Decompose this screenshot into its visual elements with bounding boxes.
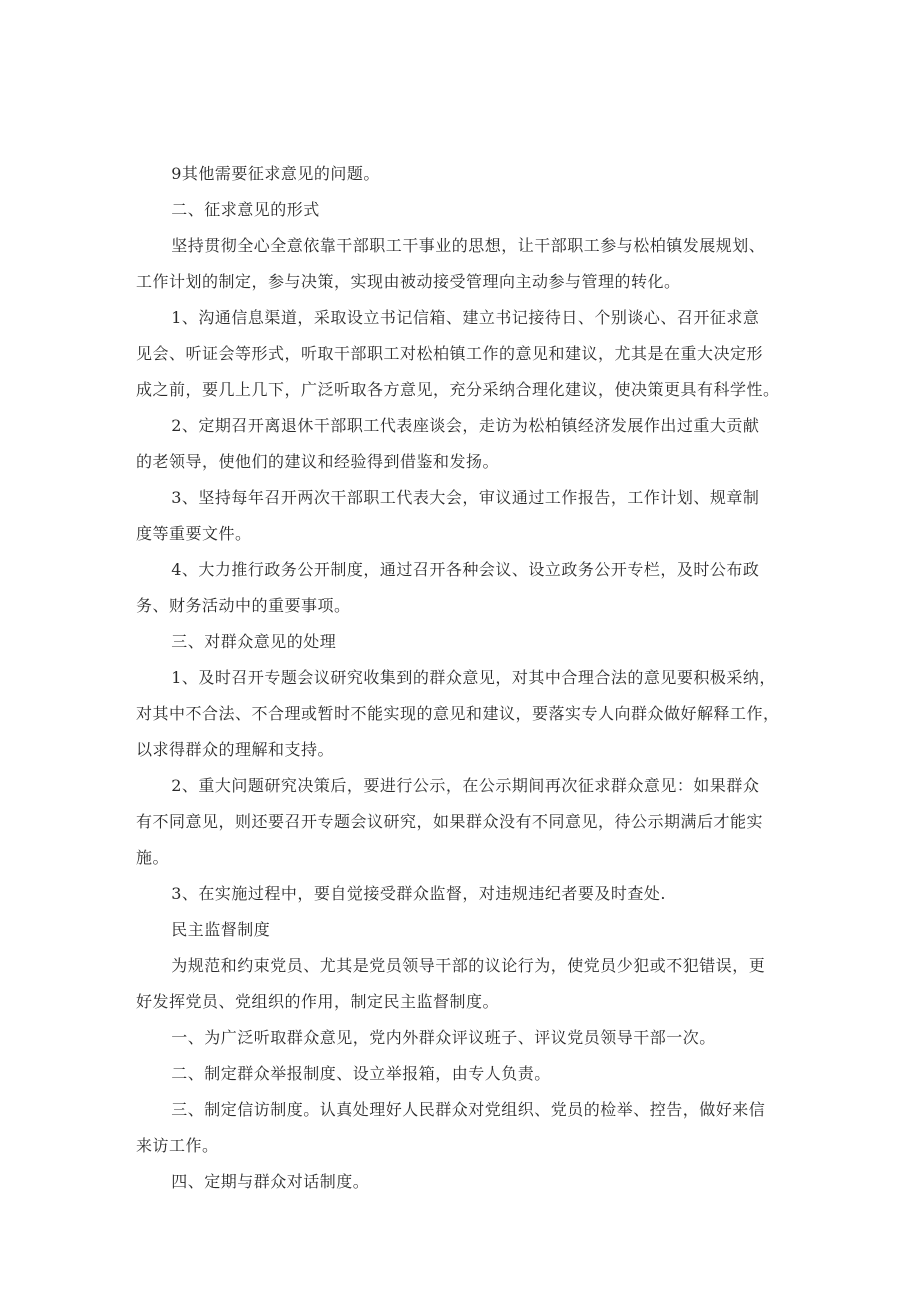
paragraph-handling-3 xyxy=(136,876,796,912)
text-line: 好发挥党员、党组织的作用，制定民主监督制度。 xyxy=(136,992,500,1011)
paragraph-intro xyxy=(136,228,796,300)
text-line: 3、在实施过程中，要自觉接受群众监督，对违规违纪者要及时查处. xyxy=(171,884,666,903)
text-line: 为规范和约束党员、尤其是党员领导干部的议论行为，使党员少犯或不犯错误，更 xyxy=(171,956,766,975)
text-line: 二、征求意见的形式 xyxy=(171,200,320,219)
text-line: 2、定期召开离退休干部职工代表座谈会，走访为松柏镇经济发展作出过重大贡献 xyxy=(171,416,760,435)
text-line: 的老领导，使他们的建议和经验得到借鉴和发扬。 xyxy=(136,452,500,471)
text-line: 对其中不合法、不合理或暂时不能实现的意见和建议，要落实专人向群众做好解释工作， xyxy=(136,704,780,723)
section-heading-3 xyxy=(136,624,796,660)
text-line: 见会、听证会等形式，听取干部职工对松柏镇工作的意见和建议，尤其是在重大决定形 xyxy=(136,344,764,363)
paragraph-item-4 xyxy=(136,552,796,624)
text-line: 来访工作。 xyxy=(136,1136,219,1155)
text-line: 三、对群众意见的处理 xyxy=(171,632,337,651)
paragraph-supervision-4 xyxy=(136,1164,796,1200)
text-line: 以求得群众的理解和支持。 xyxy=(136,740,335,759)
paragraph-handling-1 xyxy=(136,660,796,768)
text-line: 工作计划的制定，参与决策，实现由被动接受管理向主动参与管理的转化。 xyxy=(136,272,681,291)
paragraph-supervision-3 xyxy=(136,1092,796,1164)
paragraph-item-9 xyxy=(136,156,796,192)
text-line: 度等重要文件。 xyxy=(136,524,252,543)
section-title-supervision xyxy=(136,912,796,948)
text-line: 施。 xyxy=(136,848,170,867)
text-line: 务、财务活动中的重要事项。 xyxy=(136,596,351,615)
document-body xyxy=(136,156,796,1200)
text-line: 9其他需要征求意见的问题。 xyxy=(171,164,380,183)
paragraph-handling-2 xyxy=(136,768,796,876)
text-line: 三、制定信访制度。认真处理好人民群众对党组织、党员的检举、控告，做好来信 xyxy=(171,1100,766,1119)
paragraph-item-2 xyxy=(136,408,796,480)
text-line: 3、坚持每年召开两次干部职工代表大会，审议通过工作报告，工作计划、规章制 xyxy=(171,488,760,507)
text-line: 1、沟通信息渠道，采取设立书记信箱、建立书记接待日、个别谈心、召开征求意 xyxy=(171,308,760,327)
text-line: 2、重大问题研究决策后，要进行公示，在公示期间再次征求群众意见：如果群众 xyxy=(171,776,760,795)
text-line: 成之前，要几上几下，广泛听取各方意见，充分采纳合理化建议，使决策更具有科学性。 xyxy=(136,380,780,399)
paragraph-item-3 xyxy=(136,480,796,552)
section-heading-2 xyxy=(136,192,796,228)
paragraph-item-1 xyxy=(136,300,796,408)
text-line: 一、为广泛听取群众意见，党内外群众评议班子、评议党员领导干部一次。 xyxy=(171,1028,716,1047)
text-line: 二、制定群众举报制度、设立举报箱，由专人负责。 xyxy=(171,1064,551,1083)
text-line: 民主监督制度 xyxy=(171,920,271,939)
paragraph-supervision-1 xyxy=(136,1020,796,1056)
text-line: 4、大力推行政务公开制度，通过召开各种会议、设立政务公开专栏，及时公布政 xyxy=(171,560,760,579)
text-line: 有不同意见，则还要召开专题会议研究，如果群众没有不同意见，待公示期满后才能实 xyxy=(136,812,764,831)
paragraph-supervision-intro xyxy=(136,948,796,1020)
text-line: 四、定期与群众对话制度。 xyxy=(171,1172,370,1191)
text-line: 坚持贯彻全心全意依靠干部职工干事业的思想，让干部职工参与松柏镇发展规划、 xyxy=(171,236,766,255)
paragraph-supervision-2 xyxy=(136,1056,796,1092)
text-line: 1、及时召开专题会议研究收集到的群众意见，对其中合理合法的意见要积极采纳， xyxy=(171,668,776,687)
